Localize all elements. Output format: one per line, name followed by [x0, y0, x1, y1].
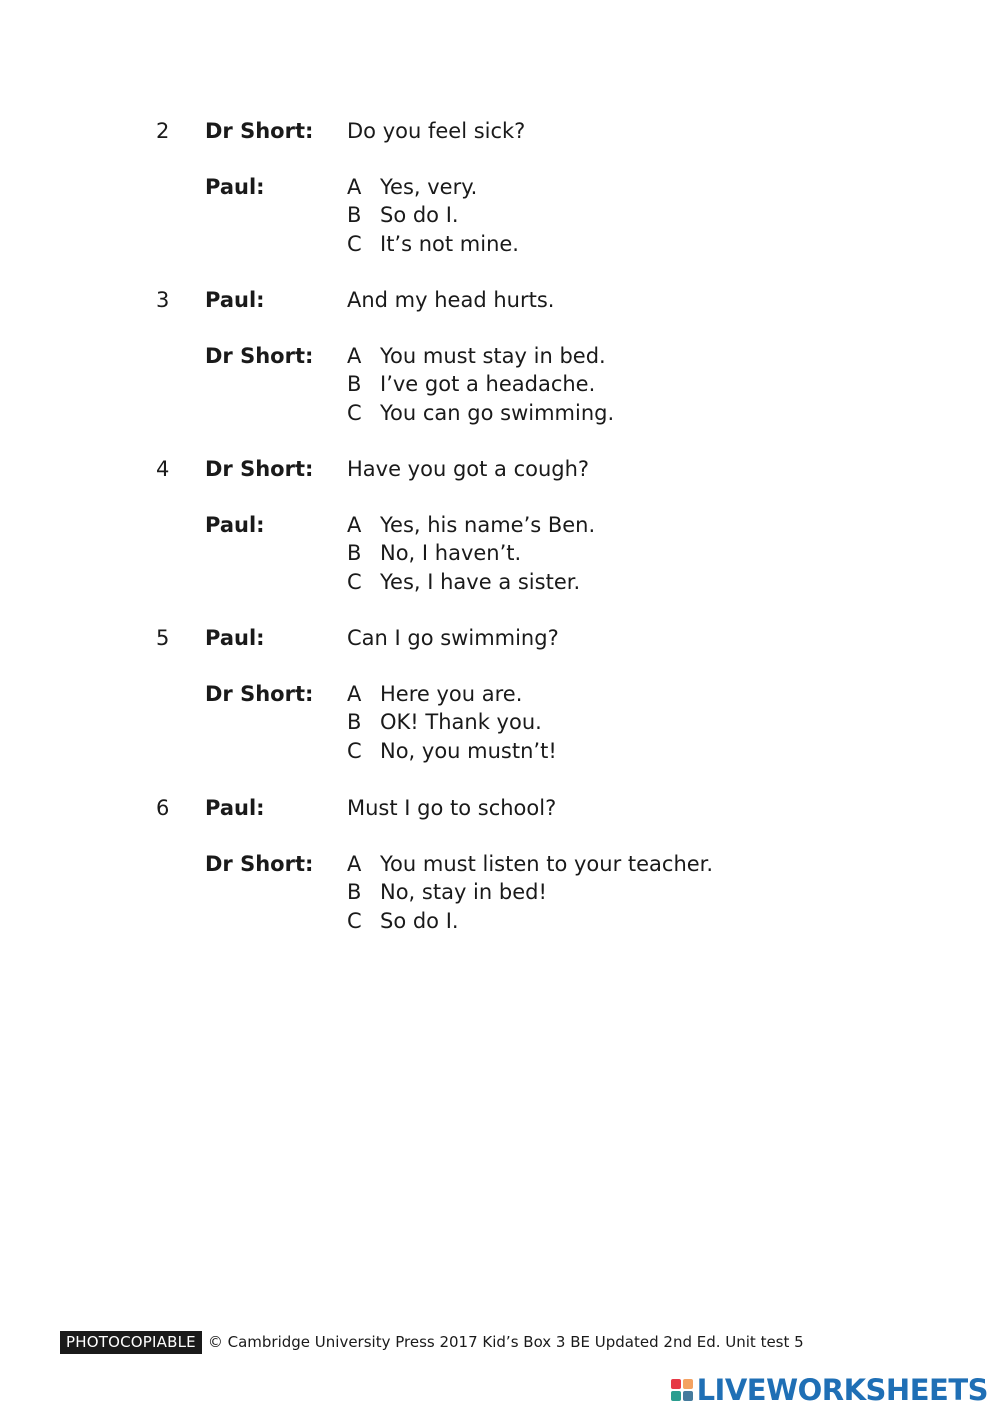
prompt-text: Must I go to school?	[347, 796, 557, 820]
option-text: No, you mustn’t!	[380, 738, 557, 763]
answer-options	[347, 173, 519, 258]
option-letter: C	[347, 400, 362, 425]
answer-options	[347, 850, 713, 935]
option-text: So do I.	[380, 908, 459, 933]
question-number: 5	[156, 626, 170, 650]
option-c[interactable]	[347, 399, 614, 427]
page-footer	[60, 1330, 804, 1354]
option-text: OK! Thank you.	[380, 710, 542, 735]
option-text: I’ve got a headache.	[380, 372, 596, 397]
option-text: It’s not mine.	[380, 231, 519, 256]
question-number: 4	[156, 457, 170, 481]
liveworksheets-wordmark: LIVEWORKSHEETS	[696, 1373, 988, 1407]
answer-options	[347, 511, 595, 596]
option-a[interactable]	[347, 850, 713, 878]
prompt-speaker: Paul:	[205, 626, 265, 650]
answer-options	[347, 680, 557, 765]
option-letter: B	[347, 880, 362, 905]
option-a[interactable]	[347, 511, 595, 539]
option-b[interactable]	[347, 539, 595, 567]
option-letter: A	[347, 682, 362, 706]
option-c[interactable]	[347, 737, 557, 765]
option-c[interactable]	[347, 907, 713, 935]
option-text: So do I.	[380, 203, 459, 228]
liveworksheets-mark-icon	[671, 1379, 693, 1401]
option-b[interactable]	[347, 201, 519, 229]
question-number: 3	[156, 288, 170, 312]
liveworksheets-logo[interactable]	[671, 1372, 988, 1408]
answer-options	[347, 342, 614, 427]
option-c[interactable]	[347, 230, 519, 258]
prompt-speaker: Paul:	[205, 796, 265, 820]
option-letter: C	[347, 908, 362, 933]
option-c[interactable]	[347, 568, 595, 596]
mark-square	[671, 1379, 681, 1389]
mark-square	[671, 1391, 681, 1401]
prompt-speaker: Dr Short:	[205, 457, 314, 481]
question-number: 6	[156, 796, 170, 820]
prompt-text: Can I go swimming?	[347, 626, 559, 650]
option-text: Here you are.	[380, 682, 523, 706]
option-letter: C	[347, 569, 362, 594]
option-letter: A	[347, 175, 362, 199]
photocopiable-badge: PHOTOCOPIABLE	[60, 1331, 202, 1354]
prompt-text: Have you got a cough?	[347, 457, 590, 481]
option-text: No, stay in bed!	[380, 880, 547, 905]
copyright-notice: © Cambridge University Press 2017 Kid’s Box 3 BE Updated 2nd Ed. Unit test 5	[207, 1333, 804, 1351]
option-letter: C	[347, 231, 362, 256]
prompt-text: And my head hurts.	[347, 288, 555, 312]
option-a[interactable]	[347, 173, 519, 201]
option-text: You can go swimming.	[380, 400, 615, 425]
question-number: 2	[156, 119, 170, 143]
option-text: Yes, very.	[380, 175, 478, 199]
option-a[interactable]	[347, 680, 557, 708]
option-text: No, I haven’t.	[380, 541, 522, 566]
option-text: Yes, his name’s Ben.	[380, 513, 596, 537]
option-letter: A	[347, 852, 362, 876]
mark-square	[683, 1379, 693, 1389]
option-text: Yes, I have a sister.	[380, 569, 581, 594]
option-letter: C	[347, 738, 362, 763]
answer-speaker: Dr Short:	[205, 852, 314, 876]
answer-speaker: Dr Short:	[205, 344, 314, 368]
prompt-speaker: Paul:	[205, 288, 265, 312]
option-letter: B	[347, 541, 362, 566]
answer-speaker: Paul:	[205, 513, 265, 537]
prompt-text: Do you feel sick?	[347, 119, 526, 143]
option-letter: B	[347, 710, 362, 735]
option-b[interactable]	[347, 708, 557, 736]
option-text: You must listen to your teacher.	[380, 852, 714, 876]
mark-square	[683, 1391, 693, 1401]
option-letter: B	[347, 372, 362, 397]
answer-speaker: Dr Short:	[205, 682, 314, 706]
option-a[interactable]	[347, 342, 614, 370]
prompt-speaker: Dr Short:	[205, 119, 314, 143]
option-b[interactable]	[347, 370, 614, 398]
option-letter: A	[347, 513, 362, 537]
option-b[interactable]	[347, 878, 713, 906]
option-letter: B	[347, 203, 362, 228]
answer-speaker: Paul:	[205, 175, 265, 199]
option-text: You must stay in bed.	[380, 344, 606, 368]
option-letter: A	[347, 344, 362, 368]
